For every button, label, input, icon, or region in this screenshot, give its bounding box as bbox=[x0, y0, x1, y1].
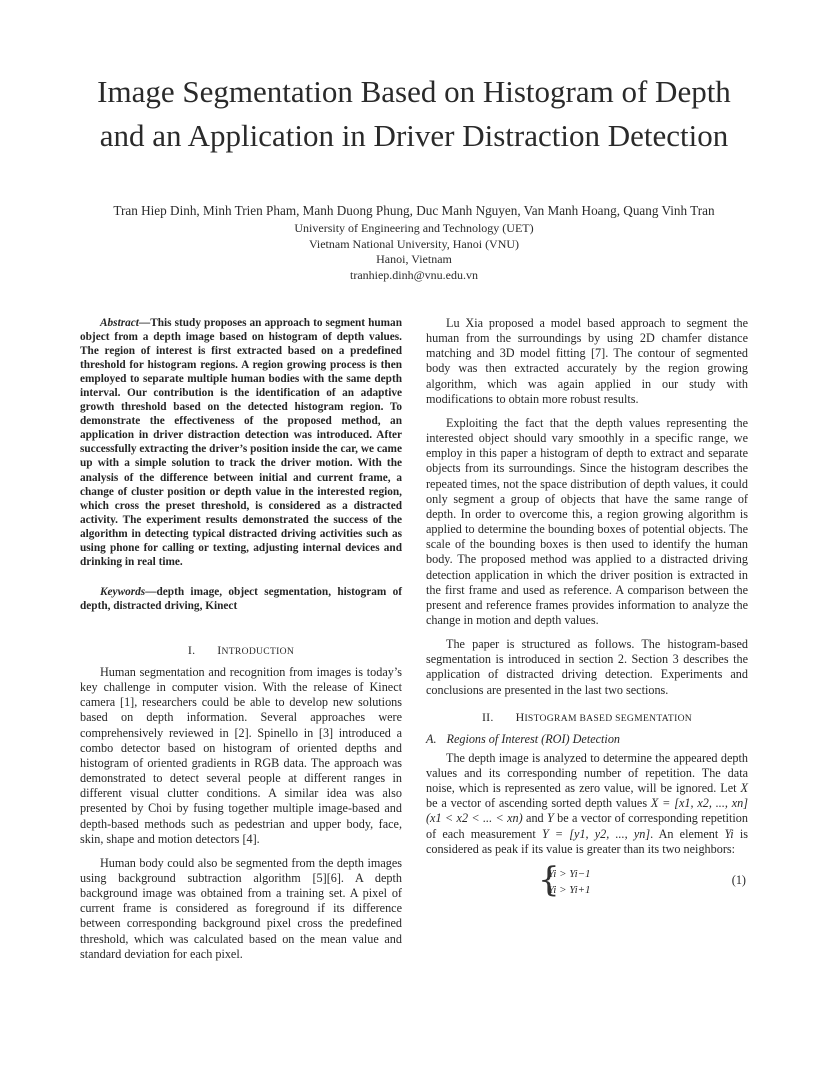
text-run: be a vector of ascending sorted depth values bbox=[426, 796, 651, 811]
section-title-initial: H bbox=[515, 709, 525, 724]
left-column bbox=[80, 316, 402, 962]
abstract-label: Abstract bbox=[100, 317, 139, 329]
body-paragraph: Exploiting the fact that the depth values representing the interested object should vary smoothly in a specific range, we employ in this paper a histogram of depth to extract and separate objects from its surroundings. Since the histogram describes the repeated times, not the space distribution of depth values, it could only segment a group of objects that have the same range of depth. In order to overcome this, a region growing algorithm is applied to determine the bounding boxes of potential objects. The scale of the bounding boxes is then used to identify the human body. The proposed method was applied to a distracted driving detection application in which the driver position is extracted in the first frame and used as reference. A comparison between the present and reference frames provides information to analyze the change in motion and depth values. bbox=[426, 415, 748, 627]
section-title-rest: NTRODUCTION bbox=[221, 645, 295, 657]
intro-paragraph: Human segmentation and recognition from images is today’s key challenge in computer vision. With the release of Kinect camera [1], researchers could be able to develop new solutions based on depth information. Several approaches were comprehensively reviewed in [2]. Spinello in [3] introduced a combo detector based on histogram of oriented depths and histogram of oriented gradients in RGB data. The approach was demonstrated to detect several people at different ranges in different visual clutter conditions. A similar idea was also presented by Choi by fusing together multiple image-based and depth-based methods such as pedestrian and upper body, face, skin, shape and motion detectors [4]. bbox=[80, 664, 402, 846]
math-vector-y: Y = [y1, y2, ..., yn] bbox=[541, 826, 651, 841]
affiliation-line: Hanoi, Vietnam bbox=[376, 252, 452, 266]
section-number: II. bbox=[481, 709, 494, 724]
abstract bbox=[80, 316, 402, 569]
subsection-number: A. bbox=[426, 731, 437, 746]
keywords bbox=[80, 585, 402, 613]
math-vector-x: X = [x1, x2, ..., xn] (x1 < x2 < ... < xn) bbox=[426, 796, 748, 826]
subsection-title: Regions of Interest (ROI) Detection bbox=[446, 731, 621, 746]
equation-line: Yi > Yi+1 bbox=[548, 883, 591, 896]
section-heading-histogram bbox=[426, 710, 748, 726]
affiliation-line: Vietnam National University, Hanoi (VNU) bbox=[308, 236, 520, 251]
section-number: I. bbox=[187, 642, 196, 657]
brace-symbol: { bbox=[538, 859, 560, 900]
math-var: Yi bbox=[724, 826, 734, 841]
body-paragraph: Lu Xia proposed a model based approach to segment the human from the surroundings by using 2D chamfer distance matching and 3D model fitting [7]. The contour of segmented body was then extracted accurately by the region growing algorithm, which was again applied in our study with modifications to obtain more robust results. bbox=[426, 316, 748, 406]
title-line-1: Image Segmentation Based on Histogram of Depth bbox=[97, 74, 731, 109]
text-run: be a vector of corresponding repetition of each measurement bbox=[426, 811, 748, 841]
equation-line: Yi > Yi−1 bbox=[548, 867, 591, 880]
equation-lines bbox=[548, 866, 591, 898]
abstract-text: —This study proposes an approach to segment human object from a depth image based on histogram of depth values. The region of interest is first extracted based on a predefined threshold for histogram regions. A region growing process is then employed to separate multiple human bodies with the same depth interval. Our contribution is the identification of an adaptive growth threshold based on the detected histogram region. To demonstrate the effectiveness of the proposed method, an application in driver distraction detection was introduced. After successfully extracting the driver’s position inside the car, we came up with a simple solution to track the driver motion. With the analysis of the difference between initial and current frame, a change of cluster position or depth value in the interested region, which cross the preset threshold, is considered as a distracted activity. The experiment results demonstrated the success of the algorithm in detecting typical distracted driving activities such as using phone for calling or texting, adjusting internal devices and drinking in real time. bbox=[80, 317, 402, 568]
paper-title bbox=[40, 70, 788, 158]
section-heading-introduction bbox=[80, 643, 402, 659]
affiliation-block bbox=[40, 221, 788, 283]
title-line-2: and an Application in Driver Distraction Detection bbox=[99, 118, 729, 153]
author-email: tranhiep.dinh@vnu.edu.vn bbox=[349, 267, 479, 282]
intro-paragraph: Human body could also be segmented from the depth images using background subtraction algorithm [5][6]. A depth background image was obtained from a training set. A pixel of current frame is considered as foreground if its difference between corresponding background pixel cross the predefined threshold, which was calculated based on the mean value and standard deviation for each pixel. bbox=[80, 855, 402, 961]
text-run: and bbox=[522, 811, 548, 826]
section-title-initial: I bbox=[217, 642, 222, 657]
math-var: Y bbox=[547, 811, 554, 826]
equation-number: (1) bbox=[731, 872, 746, 887]
text-run: The depth image is analyzed to determine the appeared depth values and its corresponding number of repetition. The data noise, which is represented as zero value, will be ignored. Let bbox=[426, 750, 748, 796]
keywords-label: Keywords bbox=[100, 585, 146, 598]
text-run: . An element bbox=[650, 826, 725, 841]
section-title-rest: ISTOGRAM BASED SEGMENTATION bbox=[524, 712, 693, 724]
text-run: is considered as peak if its value is greater than its two neighbors: bbox=[426, 826, 749, 856]
keywords-text: —depth image, object segmentation, histogram of depth, distracted driving, Kinect bbox=[80, 585, 402, 612]
equation-1 bbox=[426, 859, 748, 900]
body-paragraph: The paper is structured as follows. The histogram-based segmentation is introduced in section 2. Section 3 describes the application of distracted driving detection. Experiments and conclusions are presented in the last two sections. bbox=[426, 637, 748, 697]
right-column bbox=[426, 316, 748, 899]
math-var: X bbox=[740, 781, 748, 796]
author-list: Tran Hiep Dinh, Minh Trien Pham, Manh Duong Phung, Duc Manh Nguyen, Van Manh Hoang, Quang Vinh Tran bbox=[113, 203, 715, 218]
roi-paragraph bbox=[426, 751, 748, 857]
affiliation-line: University of Engineering and Technology (UET) bbox=[294, 221, 534, 235]
subsection-heading-roi bbox=[426, 732, 748, 747]
